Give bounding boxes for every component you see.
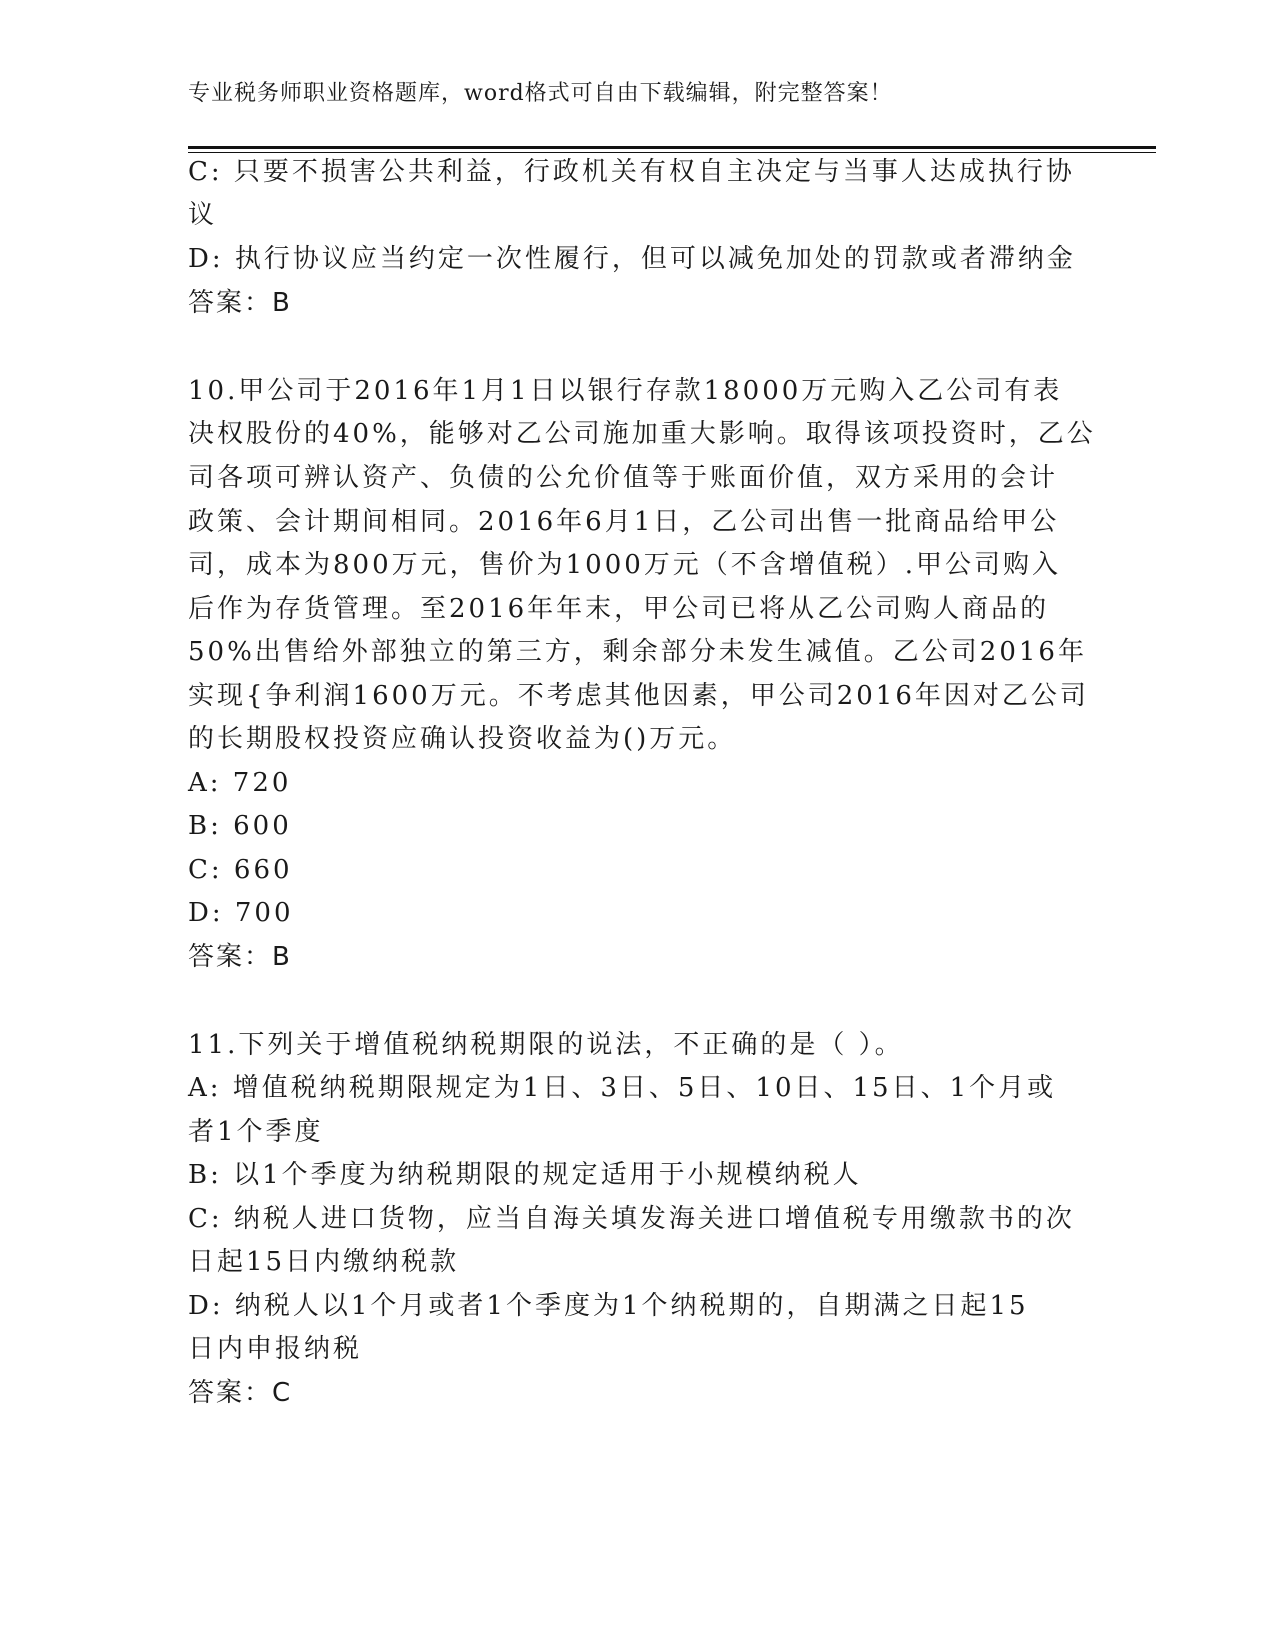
q10-stem-line: 10.甲公司于2016年1月1日以银行存款18000万元购入乙公司有表 bbox=[188, 376, 1063, 406]
q10-stem-line: 司，成本为800万元，售价为1000万元（不含增值税）.甲公司购入 bbox=[188, 550, 1062, 580]
q10-stem-line: 50%出售给外部独立的第三方，剩余部分未发生减值。乙公司2016年 bbox=[188, 637, 1087, 667]
q10-stem-line: 司各项可辨认资产、负债的公允价值等于账面价值，双方采用的会计 bbox=[188, 463, 1059, 493]
header-rule-thick bbox=[188, 146, 1156, 149]
q10-stem-line: 决权股份的40%，能够对乙公司施加重大影响。取得该项投资时，乙公 bbox=[188, 419, 1096, 449]
q9-option-c-line2: 议 bbox=[188, 200, 218, 230]
q11-option-c-line1: C: 纳税人进口货物，应当自海关填发海关进口增值税专用缴款书的次 bbox=[188, 1204, 1075, 1234]
q9-answer: 答案：B bbox=[188, 288, 292, 318]
q9-option-d: D: 执行协议应当约定一次性履行，但可以减免加处的罚款或者滞纳金 bbox=[188, 244, 1076, 274]
q11-option-d-line2: 日内申报纳税 bbox=[188, 1334, 363, 1364]
q10-stem-line: 实现{争利润1600万元。不考虑其他因素，甲公司2016年因对乙公司 bbox=[188, 681, 1089, 711]
q10-stem-line: 后作为存货管理。至2016年年末，甲公司已将从乙公司购人商品的 bbox=[188, 594, 1050, 624]
q10-option-d: D: 700 bbox=[188, 898, 294, 928]
q11-option-d-line1: D: 纳税人以1个月或者1个季度为1个纳税期的，自期满之日起15 bbox=[188, 1291, 1029, 1321]
q11-option-a-line2: 者1个季度 bbox=[188, 1117, 324, 1147]
q11-answer: 答案：C bbox=[188, 1378, 293, 1408]
q11-stem: 11.下列关于增值税纳税期限的说法，不正确的是（ ）。 bbox=[188, 1030, 904, 1060]
q10-option-a: A: 720 bbox=[188, 768, 292, 798]
q11-option-b: B: 以1个季度为纳税期限的规定适用于小规模纳税人 bbox=[188, 1160, 862, 1190]
q11-option-a-line1: A: 增值税纳税期限规定为1日、3日、5日、10日、15日、1个月或 bbox=[188, 1073, 1057, 1103]
q10-stem-line: 政策、会计期间相同。2016年6月1日，乙公司出售一批商品给甲公 bbox=[188, 507, 1060, 537]
q11-option-c-line2: 日起15日内缴纳税款 bbox=[188, 1247, 460, 1277]
q10-option-c: C: 660 bbox=[188, 855, 293, 885]
q10-answer: 答案：B bbox=[188, 942, 292, 972]
q9-option-c-line1: C: 只要不损害公共利益，行政机关有权自主决定与当事人达成执行协 bbox=[188, 157, 1075, 187]
q10-stem-line: 的长期股权投资应确认投资收益为()万元。 bbox=[188, 724, 737, 754]
q10-option-b: B: 600 bbox=[188, 811, 292, 841]
header-rule-thin bbox=[188, 152, 1156, 153]
page-header: 专业税务师职业资格题库，word格式可自由下载编辑，附完整答案！ bbox=[188, 81, 893, 106]
